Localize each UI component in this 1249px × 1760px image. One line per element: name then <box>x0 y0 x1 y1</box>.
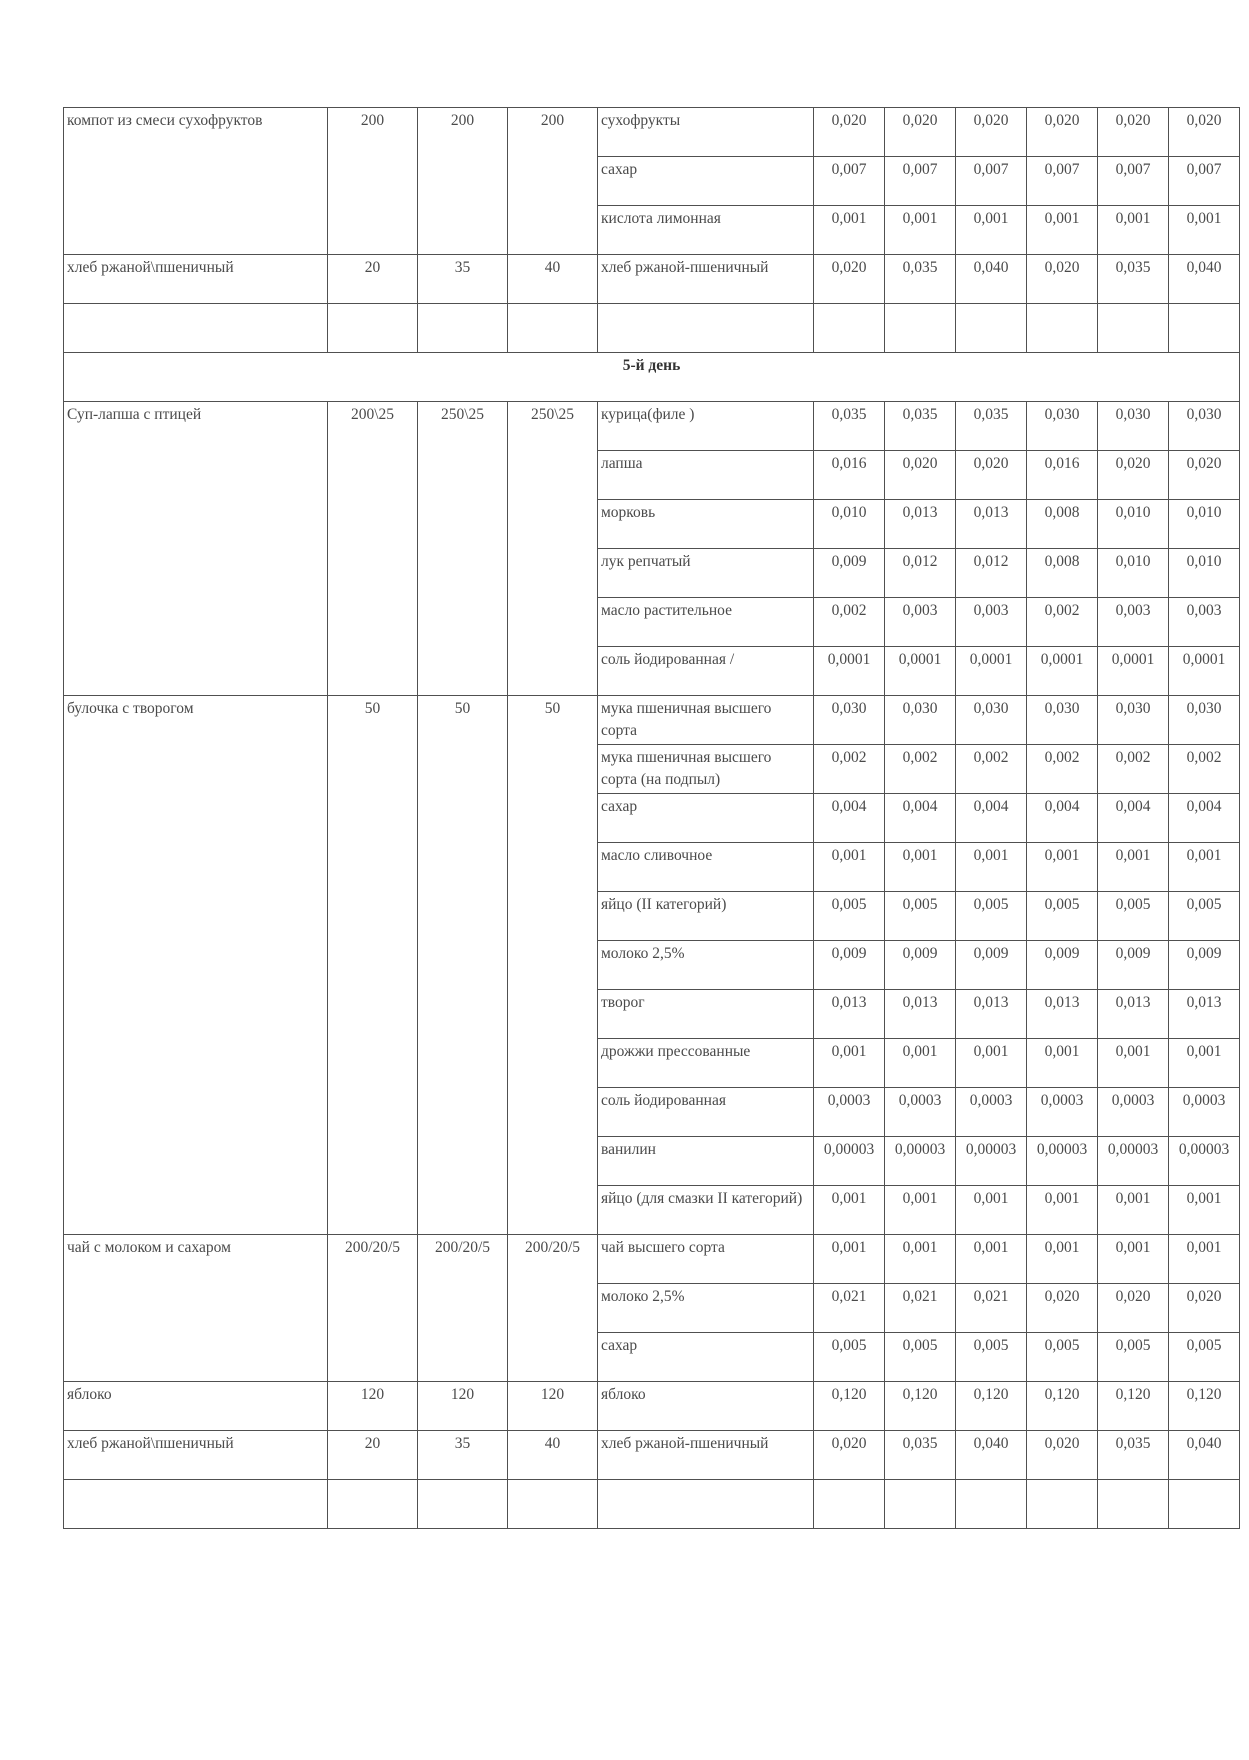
ingredient-amount-4: 0,005 <box>1027 1333 1098 1382</box>
portion-weight-2: 35 <box>418 255 508 304</box>
empty-cell <box>956 304 1027 353</box>
ingredient-amount-4: 0,013 <box>1027 990 1098 1039</box>
ingredient-amount-3: 0,004 <box>956 794 1027 843</box>
portion-weight-2: 200/20/5 <box>418 1235 508 1382</box>
ingredient-amount-1: 0,001 <box>814 1039 885 1088</box>
portion-weight-3: 120 <box>508 1382 598 1431</box>
empty-cell <box>1098 304 1169 353</box>
empty-row <box>64 304 1240 353</box>
empty-cell <box>508 1480 598 1529</box>
ingredient-amount-1: 0,016 <box>814 451 885 500</box>
ingredient-amount-6: 0,009 <box>1169 941 1240 990</box>
ingredient-amount-4: 0,002 <box>1027 598 1098 647</box>
ingredient-amount-4: 0,0003 <box>1027 1088 1098 1137</box>
portion-weight-2: 120 <box>418 1382 508 1431</box>
ingredient-name: мука пшеничная высшего сорта <box>598 696 814 745</box>
ingredient-amount-3: 0,009 <box>956 941 1027 990</box>
ingredient-amount-6: 0,010 <box>1169 500 1240 549</box>
ingredient-amount-1: 0,009 <box>814 941 885 990</box>
ingredient-amount-2: 0,001 <box>885 1235 956 1284</box>
ingredient-amount-2: 0,00003 <box>885 1137 956 1186</box>
ingredient-amount-4: 0,020 <box>1027 1431 1098 1480</box>
dish-name: компот из смеси сухофруктов <box>64 108 328 255</box>
dish-name: яблоко <box>64 1382 328 1431</box>
ingredient-name: хлеб ржаной-пшеничный <box>598 1431 814 1480</box>
ingredient-amount-4: 0,020 <box>1027 108 1098 157</box>
ingredient-amount-4: 0,120 <box>1027 1382 1098 1431</box>
ingredient-amount-3: 0,003 <box>956 598 1027 647</box>
menu-table <box>63 107 1240 1529</box>
day-header-row <box>64 353 1240 402</box>
ingredient-amount-6: 0,00003 <box>1169 1137 1240 1186</box>
ingredient-amount-4: 0,008 <box>1027 549 1098 598</box>
ingredient-amount-6: 0,001 <box>1169 1186 1240 1235</box>
ingredient-amount-2: 0,013 <box>885 990 956 1039</box>
portion-weight-3: 40 <box>508 255 598 304</box>
ingredient-amount-3: 0,001 <box>956 206 1027 255</box>
ingredient-name: сахар <box>598 1333 814 1382</box>
dish-name: хлеб ржаной\пшеничный <box>64 255 328 304</box>
ingredient-amount-3: 0,005 <box>956 892 1027 941</box>
empty-cell <box>598 304 814 353</box>
ingredient-amount-5: 0,010 <box>1098 549 1169 598</box>
ingredient-amount-6: 0,020 <box>1169 1284 1240 1333</box>
ingredient-name: творог <box>598 990 814 1039</box>
ingredient-amount-3: 0,040 <box>956 255 1027 304</box>
empty-cell <box>885 1480 956 1529</box>
ingredient-amount-4: 0,020 <box>1027 255 1098 304</box>
ingredient-amount-1: 0,020 <box>814 108 885 157</box>
ingredient-amount-5: 0,005 <box>1098 892 1169 941</box>
ingredient-amount-1: 0,005 <box>814 1333 885 1382</box>
ingredient-amount-2: 0,020 <box>885 108 956 157</box>
dish-name: булочка с творогом <box>64 696 328 1235</box>
ingredient-amount-1: 0,002 <box>814 745 885 794</box>
ingredient-amount-2: 0,020 <box>885 451 956 500</box>
dish-row <box>64 255 1240 304</box>
ingredient-amount-3: 0,012 <box>956 549 1027 598</box>
ingredient-name: хлеб ржаной-пшеничный <box>598 255 814 304</box>
ingredient-amount-5: 0,035 <box>1098 1431 1169 1480</box>
ingredient-name: масло сливочное <box>598 843 814 892</box>
ingredient-amount-6: 0,003 <box>1169 598 1240 647</box>
ingredient-amount-4: 0,001 <box>1027 1186 1098 1235</box>
dish-row <box>64 108 1240 157</box>
ingredient-amount-5: 0,0001 <box>1098 647 1169 696</box>
empty-cell <box>814 1480 885 1529</box>
ingredient-amount-6: 0,0001 <box>1169 647 1240 696</box>
ingredient-amount-5: 0,005 <box>1098 1333 1169 1382</box>
portion-weight-2: 250\25 <box>418 402 508 696</box>
ingredient-amount-2: 0,005 <box>885 1333 956 1382</box>
empty-row <box>64 1480 1240 1529</box>
empty-cell <box>1098 1480 1169 1529</box>
ingredient-amount-2: 0,001 <box>885 1186 956 1235</box>
ingredient-amount-1: 0,035 <box>814 402 885 451</box>
ingredient-amount-5: 0,013 <box>1098 990 1169 1039</box>
ingredient-amount-2: 0,0003 <box>885 1088 956 1137</box>
ingredient-amount-1: 0,010 <box>814 500 885 549</box>
ingredient-amount-6: 0,120 <box>1169 1382 1240 1431</box>
ingredient-name: курица(филе ) <box>598 402 814 451</box>
ingredient-amount-3: 0,005 <box>956 1333 1027 1382</box>
ingredient-amount-5: 0,120 <box>1098 1382 1169 1431</box>
ingredient-amount-5: 0,001 <box>1098 1039 1169 1088</box>
ingredient-name: соль йодированная <box>598 1088 814 1137</box>
ingredient-amount-6: 0,013 <box>1169 990 1240 1039</box>
ingredient-amount-2: 0,002 <box>885 745 956 794</box>
ingredient-amount-1: 0,004 <box>814 794 885 843</box>
ingredient-name: лапша <box>598 451 814 500</box>
ingredient-amount-5: 0,003 <box>1098 598 1169 647</box>
ingredient-name: сухофрукты <box>598 108 814 157</box>
ingredient-amount-4: 0,001 <box>1027 206 1098 255</box>
ingredient-amount-2: 0,003 <box>885 598 956 647</box>
portion-weight-3: 200 <box>508 108 598 255</box>
portion-weight-2: 35 <box>418 1431 508 1480</box>
ingredient-amount-4: 0,008 <box>1027 500 1098 549</box>
ingredient-name: мука пшеничная высшего сорта (на подпыл) <box>598 745 814 794</box>
portion-weight-1: 50 <box>328 696 418 1235</box>
ingredient-amount-6: 0,005 <box>1169 892 1240 941</box>
ingredient-amount-2: 0,007 <box>885 157 956 206</box>
dish-row <box>64 1382 1240 1431</box>
ingredient-amount-1: 0,002 <box>814 598 885 647</box>
empty-cell <box>418 1480 508 1529</box>
dish-name: хлеб ржаной\пшеничный <box>64 1431 328 1480</box>
ingredient-amount-4: 0,001 <box>1027 1039 1098 1088</box>
ingredient-amount-6: 0,001 <box>1169 843 1240 892</box>
ingredient-amount-2: 0,120 <box>885 1382 956 1431</box>
ingredient-amount-4: 0,030 <box>1027 696 1098 745</box>
ingredient-amount-6: 0,040 <box>1169 1431 1240 1480</box>
ingredient-amount-2: 0,030 <box>885 696 956 745</box>
ingredient-amount-3: 0,020 <box>956 451 1027 500</box>
ingredient-name: ванилин <box>598 1137 814 1186</box>
empty-cell <box>885 304 956 353</box>
ingredient-amount-6: 0,001 <box>1169 1235 1240 1284</box>
ingredient-amount-1: 0,005 <box>814 892 885 941</box>
ingredient-amount-4: 0,005 <box>1027 892 1098 941</box>
ingredient-amount-5: 0,0003 <box>1098 1088 1169 1137</box>
ingredient-amount-4: 0,002 <box>1027 745 1098 794</box>
portion-weight-3: 50 <box>508 696 598 1235</box>
ingredient-amount-6: 0,007 <box>1169 157 1240 206</box>
empty-cell <box>1027 304 1098 353</box>
ingredient-amount-2: 0,035 <box>885 1431 956 1480</box>
ingredient-amount-1: 0,021 <box>814 1284 885 1333</box>
ingredient-amount-5: 0,030 <box>1098 402 1169 451</box>
ingredient-amount-5: 0,020 <box>1098 1284 1169 1333</box>
ingredient-amount-3: 0,120 <box>956 1382 1027 1431</box>
ingredient-amount-4: 0,016 <box>1027 451 1098 500</box>
ingredient-amount-4: 0,020 <box>1027 1284 1098 1333</box>
ingredient-amount-5: 0,002 <box>1098 745 1169 794</box>
ingredient-amount-5: 0,00003 <box>1098 1137 1169 1186</box>
ingredient-amount-3: 0,040 <box>956 1431 1027 1480</box>
ingredient-name: дрожжи прессованные <box>598 1039 814 1088</box>
ingredient-amount-5: 0,020 <box>1098 451 1169 500</box>
ingredient-amount-1: 0,020 <box>814 255 885 304</box>
ingredient-name: морковь <box>598 500 814 549</box>
ingredient-name: масло растительное <box>598 598 814 647</box>
ingredient-amount-6: 0,0003 <box>1169 1088 1240 1137</box>
ingredient-amount-1: 0,009 <box>814 549 885 598</box>
ingredient-amount-6: 0,004 <box>1169 794 1240 843</box>
ingredient-amount-3: 0,013 <box>956 990 1027 1039</box>
ingredient-name: молоко 2,5% <box>598 1284 814 1333</box>
ingredient-amount-3: 0,0001 <box>956 647 1027 696</box>
ingredient-amount-2: 0,001 <box>885 843 956 892</box>
ingredient-amount-5: 0,007 <box>1098 157 1169 206</box>
ingredient-name: яйцо (II категорий) <box>598 892 814 941</box>
ingredient-amount-1: 0,007 <box>814 157 885 206</box>
ingredient-amount-5: 0,035 <box>1098 255 1169 304</box>
ingredient-name: яблоко <box>598 1382 814 1431</box>
dish-name: Суп-лапша с птицей <box>64 402 328 696</box>
dish-row <box>64 402 1240 451</box>
day-header: 5-й день <box>64 353 1240 402</box>
portion-weight-1: 200 <box>328 108 418 255</box>
portion-weight-3: 200/20/5 <box>508 1235 598 1382</box>
ingredient-amount-6: 0,020 <box>1169 108 1240 157</box>
ingredient-amount-2: 0,013 <box>885 500 956 549</box>
ingredient-amount-6: 0,020 <box>1169 451 1240 500</box>
ingredient-amount-6: 0,030 <box>1169 696 1240 745</box>
empty-cell <box>598 1480 814 1529</box>
portion-weight-1: 200\25 <box>328 402 418 696</box>
ingredient-amount-5: 0,001 <box>1098 843 1169 892</box>
empty-cell <box>1027 1480 1098 1529</box>
ingredient-amount-6: 0,001 <box>1169 206 1240 255</box>
empty-cell <box>508 304 598 353</box>
ingredient-amount-5: 0,009 <box>1098 941 1169 990</box>
ingredient-amount-5: 0,004 <box>1098 794 1169 843</box>
portion-weight-2: 50 <box>418 696 508 1235</box>
ingredient-amount-4: 0,030 <box>1027 402 1098 451</box>
ingredient-amount-3: 0,001 <box>956 1039 1027 1088</box>
ingredient-amount-4: 0,00003 <box>1027 1137 1098 1186</box>
ingredient-amount-1: 0,001 <box>814 1235 885 1284</box>
empty-cell <box>64 1480 328 1529</box>
menu-table-body <box>64 108 1240 1529</box>
ingredient-amount-5: 0,001 <box>1098 1186 1169 1235</box>
ingredient-amount-3: 0,001 <box>956 1235 1027 1284</box>
ingredient-name: яйцо (для смазки II категорий) <box>598 1186 814 1235</box>
ingredient-amount-2: 0,0001 <box>885 647 956 696</box>
portion-weight-1: 120 <box>328 1382 418 1431</box>
empty-cell <box>418 304 508 353</box>
portion-weight-3: 40 <box>508 1431 598 1480</box>
ingredient-amount-4: 0,004 <box>1027 794 1098 843</box>
empty-cell <box>1169 304 1240 353</box>
ingredient-amount-2: 0,009 <box>885 941 956 990</box>
ingredient-amount-3: 0,001 <box>956 1186 1027 1235</box>
ingredient-name: кислота лимонная <box>598 206 814 255</box>
portion-weight-1: 200/20/5 <box>328 1235 418 1382</box>
dish-name: чай с молоком и сахаром <box>64 1235 328 1382</box>
ingredient-amount-3: 0,0003 <box>956 1088 1027 1137</box>
ingredient-name: сахар <box>598 157 814 206</box>
ingredient-amount-2: 0,021 <box>885 1284 956 1333</box>
portion-weight-2: 200 <box>418 108 508 255</box>
ingredient-amount-5: 0,020 <box>1098 108 1169 157</box>
dish-row <box>64 1235 1240 1284</box>
ingredient-amount-1: 0,001 <box>814 1186 885 1235</box>
ingredient-amount-6: 0,005 <box>1169 1333 1240 1382</box>
ingredient-amount-1: 0,0003 <box>814 1088 885 1137</box>
ingredient-amount-4: 0,007 <box>1027 157 1098 206</box>
ingredient-amount-2: 0,005 <box>885 892 956 941</box>
ingredient-name: сахар <box>598 794 814 843</box>
ingredient-amount-1: 0,020 <box>814 1431 885 1480</box>
ingredient-amount-4: 0,0001 <box>1027 647 1098 696</box>
dish-row <box>64 696 1240 745</box>
ingredient-amount-2: 0,012 <box>885 549 956 598</box>
ingredient-amount-6: 0,040 <box>1169 255 1240 304</box>
portion-weight-3: 250\25 <box>508 402 598 696</box>
ingredient-amount-2: 0,001 <box>885 1039 956 1088</box>
empty-cell <box>64 304 328 353</box>
ingredient-amount-2: 0,001 <box>885 206 956 255</box>
empty-cell <box>328 1480 418 1529</box>
ingredient-amount-6: 0,030 <box>1169 402 1240 451</box>
ingredient-amount-6: 0,002 <box>1169 745 1240 794</box>
ingredient-amount-5: 0,001 <box>1098 1235 1169 1284</box>
ingredient-amount-6: 0,001 <box>1169 1039 1240 1088</box>
empty-cell <box>1169 1480 1240 1529</box>
ingredient-amount-1: 0,00003 <box>814 1137 885 1186</box>
ingredient-amount-3: 0,00003 <box>956 1137 1027 1186</box>
dish-row <box>64 1431 1240 1480</box>
ingredient-amount-3: 0,001 <box>956 843 1027 892</box>
ingredient-amount-1: 0,120 <box>814 1382 885 1431</box>
ingredient-amount-6: 0,010 <box>1169 549 1240 598</box>
ingredient-amount-4: 0,001 <box>1027 843 1098 892</box>
ingredient-amount-1: 0,001 <box>814 843 885 892</box>
ingredient-amount-5: 0,030 <box>1098 696 1169 745</box>
ingredient-amount-4: 0,001 <box>1027 1235 1098 1284</box>
portion-weight-1: 20 <box>328 255 418 304</box>
ingredient-amount-2: 0,035 <box>885 255 956 304</box>
ingredient-amount-3: 0,035 <box>956 402 1027 451</box>
ingredient-name: соль йодированная / <box>598 647 814 696</box>
portion-weight-1: 20 <box>328 1431 418 1480</box>
ingredient-amount-5: 0,001 <box>1098 206 1169 255</box>
ingredient-name: лук репчатый <box>598 549 814 598</box>
ingredient-amount-1: 0,001 <box>814 206 885 255</box>
ingredient-amount-2: 0,004 <box>885 794 956 843</box>
ingredient-amount-1: 0,0001 <box>814 647 885 696</box>
ingredient-amount-3: 0,002 <box>956 745 1027 794</box>
ingredient-amount-3: 0,013 <box>956 500 1027 549</box>
ingredient-amount-3: 0,020 <box>956 108 1027 157</box>
ingredient-amount-1: 0,013 <box>814 990 885 1039</box>
ingredient-amount-4: 0,009 <box>1027 941 1098 990</box>
ingredient-amount-3: 0,007 <box>956 157 1027 206</box>
ingredient-amount-1: 0,030 <box>814 696 885 745</box>
empty-cell <box>956 1480 1027 1529</box>
ingredient-name: чай высшего сорта <box>598 1235 814 1284</box>
empty-cell <box>814 304 885 353</box>
empty-cell <box>328 304 418 353</box>
ingredient-amount-5: 0,010 <box>1098 500 1169 549</box>
ingredient-name: молоко 2,5% <box>598 941 814 990</box>
ingredient-amount-3: 0,021 <box>956 1284 1027 1333</box>
ingredient-amount-3: 0,030 <box>956 696 1027 745</box>
ingredient-amount-2: 0,035 <box>885 402 956 451</box>
